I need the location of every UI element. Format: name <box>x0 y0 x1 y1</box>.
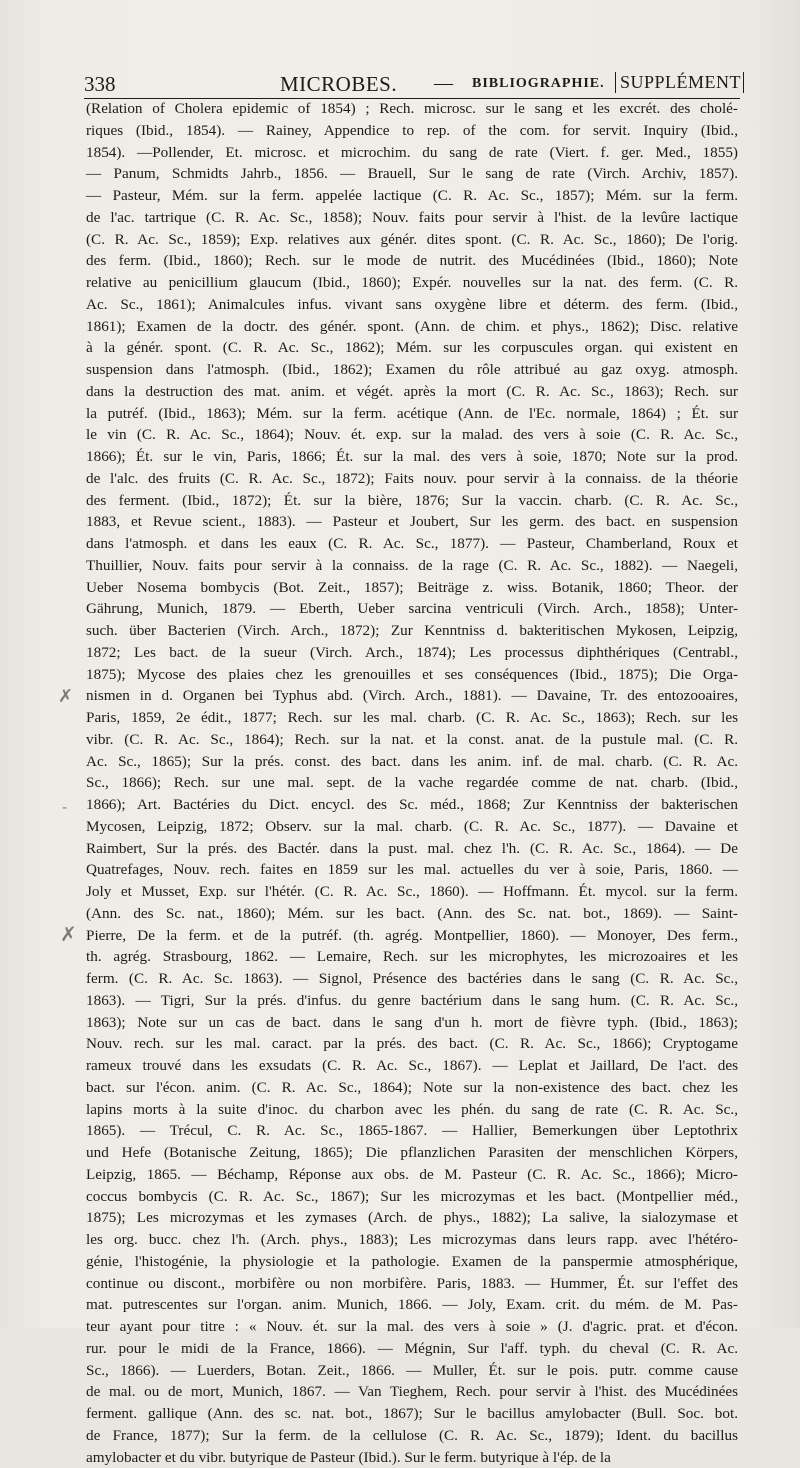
text-line: lapins morts à la suite d'inoc. du charbon avec les phén. du sang de rate (C. R. Ac. Sc., <box>86 1099 738 1121</box>
text-line: ferm. (C. R. Ac. Sc. 1863). — Signol, Présence des bactéries dans le sang (C. R. Ac. Sc., <box>86 968 738 990</box>
text-line: suspension dans l'atmosph. (Ibid., 1862); Examen du rôle attribué au gaz oxyg. atmosph. <box>86 359 738 381</box>
bibliography-text <box>86 98 738 1468</box>
text-line: Ac. Sc., 1865); Sur la prés. const. des bact. dans les anim. inf. de mal. charb. (C. R. Ac. <box>86 751 738 773</box>
text-line: (Ann. des Sc. nat., 1860); Mém. sur les bact. (Ann. des Sc. nat. bot., 1869). — Saint- <box>86 903 738 925</box>
text-line: — Panum, Schmidts Jahrb., 1856. — Brauell, Sur le sang de rate (Virch. Archiv, 1857). <box>86 163 738 185</box>
text-line: Gährung, Munich, 1879. — Eberth, Ueber sarcina ventriculi (Virch. Arch., 1858); Unter- <box>86 598 738 620</box>
margin-mark: ✗ <box>60 922 77 946</box>
text-line: Sc., 1866). — Luerders, Botan. Zeit., 1866. — Muller, Ét. sur le pois. putr. comme cause <box>86 1360 738 1382</box>
text-line: mat. putrescentes sur l'organ. anim. Munich, 1866. — Joly, Exam. crit. du mém. de M. Pas- <box>86 1294 738 1316</box>
text-line: 1872; Les bact. de la sueur (Virch. Arch., 1874); Les processus diphthériques (Centrabl., <box>86 642 738 664</box>
text-line: de l'alc. des fruits (C. R. Ac. Sc., 1872); Faits nouv. pour servir à la connaiss. de la théorie <box>86 468 738 490</box>
text-line: 1863); Note sur un cas de bact. dans le sang d'un h. mort de fièvre typh. (Ibid., 1863); <box>86 1012 738 1034</box>
text-line: Quatrefages, Nouv. rech. faites en 1859 sur les mal. actuelles du ver à soie, Paris, 1860. — <box>86 859 738 881</box>
text-line: 1861); Examen de la doctr. des génér. spont. (Ann. de chim. et phys., 1862); Disc. relative <box>86 316 738 338</box>
text-line: à la génér. spont. (C. R. Ac. Sc., 1862); Mém. sur les corpuscules organ. qui existent en <box>86 337 738 359</box>
supplement-label: SUPPLÉMENT <box>615 72 744 93</box>
text-line: Sc., 1866); Rech. sur une mal. sept. de la vache regardée comme de nat. charb. (Ibid., <box>86 772 738 794</box>
text-line: th. agrég. Strasbourg, 1862. — Lemaire, Rech. sur les microphytes, les microzoaires et les <box>86 946 738 968</box>
text-line: génie, l'histogénie, la physiologie et la pathologie. Examen de la panspermie atmosphérique, <box>86 1251 738 1273</box>
text-line: Joly et Musset, Exp. sur l'hétér. (C. R. Ac. Sc., 1860). — Hoffmann. Ét. mycol. sur la ferm. <box>86 881 738 903</box>
text-line: relative au penicillium glaucum (Ibid., 1860); Expér. nouvelles sur la nat. des ferm. (C. R. <box>86 272 738 294</box>
text-line: 1865). — Trécul, C. R. Ac. Sc., 1865-1867. — Hallier, Bemerkungen über Leptothrix <box>86 1120 738 1142</box>
text-line: Nouv. rech. sur les mal. caract. par la prés. des bact. (C. R. Ac. Sc., 1866); Cryptogame <box>86 1033 738 1055</box>
text-line: le vin (C. R. Ac. Sc., 1864); Nouv. ét. exp. sur la malad. des vers à soie (C. R. Ac. Sc., <box>86 424 738 446</box>
text-line: 1875); Les microzymas et les zymases (Arch. de phys., 1882); La salive, la sialozymase et <box>86 1207 738 1229</box>
text-line: 1875); Mycose des plaies chez les grenouilles et ses conséquences (Ibid., 1875); Die Orga- <box>86 664 738 686</box>
text-line: und Hefe (Botanische Zeitung, 1865); Die pflanzlichen Parasiten der menschlichen Körpers, <box>86 1142 738 1164</box>
text-line: such. über Bacterien (Virch. Arch., 1872); Zur Kenntniss d. bakteritischen Mykosen, Leipzig, <box>86 620 738 642</box>
text-line: 1883, et Revue scient., 1883). — Pasteur et Joubert, Sur les germ. des bact. en suspension <box>86 511 738 533</box>
text-line: bact. sur l'écon. anim. (C. R. Ac. Sc., 1864); Note sur la non-existence des bact. chez les <box>86 1077 738 1099</box>
text-line: coccus bombycis (C. R. Ac. Sc., 1867); Sur les microzymas et les bact. (Montpellier méd., <box>86 1186 738 1208</box>
text-line: 1866); Ét. sur le vin, Paris, 1866; Ét. sur la mal. des vers à soie, 1870; Note sur la prod. <box>86 446 738 468</box>
text-line: de France, 1877); Sur la ferm. de la cellulose (C. R. Ac. Sc., 1879); Ident. du bacillus <box>86 1425 738 1447</box>
text-line: la putréf. (Ibid., 1863); Mém. sur la ferm. acétique (Ann. de l'Ec. normale, 1864) ; Ét. sur <box>86 403 738 425</box>
text-line: ferment. gallique (Ann. des sc. nat. bot., 1867); Sur le bacillus amylobacter (Bull. Soc. bot. <box>86 1403 738 1425</box>
text-line: Ueber Nosema bombycis (Bot. Zeit., 1857); Beiträge z. wiss. Botanik, 1860; Theor. der <box>86 577 738 599</box>
text-line: rur. pour le midi de la France, 1866). — Mégnin, Sur l'aff. typh. du cheval (C. R. Ac. <box>86 1338 738 1360</box>
text-line: Pierre, De la ferm. et de la putréf. (th. agrég. Montpellier, 1860). — Monoyer, Des ferm., <box>86 925 738 947</box>
running-title-dash: — <box>434 73 453 95</box>
text-line: 1866); Art. Bactéries du Dict. encycl. des Sc. méd., 1868; Zur Kenntniss der bakterischen <box>86 794 738 816</box>
text-line: Thuillier, Nouv. faits pour servir à la connaiss. de la rage (C. R. Ac. Sc., 1882). — Naegeli, <box>86 555 738 577</box>
text-line: (Relation of Cholera epidemic of 1854) ; Rech. microsc. sur le sang et les excrét. des cholé- <box>86 98 738 120</box>
text-line: Raimbert, Sur la prés. des Bactér. dans la pust. mal. chez l'h. (C. R. Ac. Sc., 1864). — De <box>86 838 738 860</box>
text-line: Leipzig, 1865. — Béchamp, Réponse aux obs. de M. Pasteur (C. R. Ac. Sc., 1866); Micro- <box>86 1164 738 1186</box>
text-line: Paris, 1859, 2e édit., 1877; Rech. sur les mal. charb. (C. R. Ac. Sc., 1863); Rech. sur les <box>86 707 738 729</box>
text-line: 1863). — Tigri, Sur la prés. d'infus. du genre bactérium dans le sang hum. (C. R. Ac. Sc., <box>86 990 738 1012</box>
text-line: amylobacter et du vibr. butyrique de Pasteur (Ibid.). Sur le ferm. butyrique à l'ép. de la <box>86 1447 738 1468</box>
running-title: MICROBES. <box>280 72 397 97</box>
text-line: 1854). —Pollender, Et. microsc. et microchim. du sang de rate (Viert. f. ger. Med., 1855) <box>86 142 738 164</box>
text-line: des ferment. (Ibid., 1872); Ét. sur la bière, 1876; Sur la vaccin. charb. (C. R. Ac. Sc., <box>86 490 738 512</box>
text-line: Mycosen, Leipzig, 1872; Observ. sur la mal. charb. (C. R. Ac. Sc., 1877). — Davaine et <box>86 816 738 838</box>
text-line: riques (Ibid., 1854). — Rainey, Appendice to rep. of the com. for servit. Inquiry (Ibid., <box>86 120 738 142</box>
text-line: vibr. (C. R. Ac. Sc., 1864); Rech. sur la nat. et la const. anat. de la pustule mal. (C. R. <box>86 729 738 751</box>
text-line: dans l'atmosph. et dans les eaux (C. R. Ac. Sc., 1877). — Pasteur, Chamberland, Roux et <box>86 533 738 555</box>
text-line: de l'ac. tartrique (C. R. Ac. Sc., 1858); Nouv. faits pour servir à l'hist. de la levûre lactique <box>86 207 738 229</box>
text-line: nismen in d. Organen bei Typhus abd. (Virch. Arch., 1881). — Davaine, Tr. des entozooaires, <box>86 685 738 707</box>
text-line: continue ou discont., morbifère ou non morbifère. Paris, 1883. — Hummer, Ét. sur l'effet des <box>86 1273 738 1295</box>
text-line: de mal. ou de mort, Munich, 1867. — Van Tieghem, Rech. pour servir à l'hist. des Mucédinées <box>86 1381 738 1403</box>
text-line: les org. bucc. chez l'h. (Arch. phys., 1883); Les microzymas dans leurs rapp. avec l'hétéro- <box>86 1229 738 1251</box>
page-header <box>84 72 740 98</box>
text-line: teur ayant pour titre : « Nouv. ét. sur la mal. des vers à soie » (J. d'agric. prat. et d'écon. <box>86 1316 738 1338</box>
margin-mark: - <box>62 800 67 816</box>
text-line: (C. R. Ac. Sc., 1859); Exp. relatives aux génér. dites spont. (C. R. Ac. Sc., 1860); De l'orig. <box>86 229 738 251</box>
text-line: Ac. Sc., 1861); Animalcules infus. vivant sans oxygène libre et déterm. des ferm. (Ibid., <box>86 294 738 316</box>
text-line: des ferm. (Ibid., 1860); Rech. sur le mode de nutrit. des Mucédinées (Ibid., 1860); Note <box>86 250 738 272</box>
text-line: dans la destruction des mat. anim. et végét. après la mort (C. R. Ac. Sc., 1863); Rech. sur <box>86 381 738 403</box>
page-number: 338 <box>84 72 116 97</box>
text-line: rameux trouvé dans les exsudats (C. R. Ac. Sc., 1867). — Leplat et Jaillard, De l'act. des <box>86 1055 738 1077</box>
text-line: — Pasteur, Mém. sur la ferm. appelée lactique (C. R. Ac. Sc., 1857); Mém. sur la ferm. <box>86 185 738 207</box>
margin-mark: ✗ <box>58 686 73 707</box>
running-section: BIBLIOGRAPHIE. <box>472 76 605 92</box>
